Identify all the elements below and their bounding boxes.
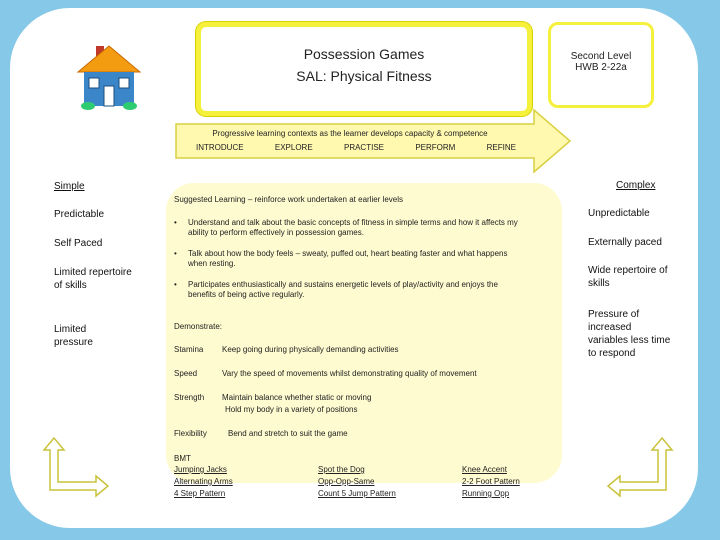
wide-repertoire-label: Wide repertoire of skills	[588, 265, 668, 289]
component-name: Stamina	[174, 345, 204, 354]
component-desc: Vary the speed of movements whilst demonstrating quality of movement	[222, 369, 477, 378]
limited-pressure-label: Limited pressure	[54, 324, 93, 348]
stage-practise: PRACTISE	[343, 143, 384, 152]
bullet-item: • Participates enthusiastically and sustains energetic levels of play/activity and enjoys the benefits of being active regularly.	[174, 280, 498, 299]
link-jumping-jacks[interactable]: Jumping Jacks	[174, 465, 227, 474]
link-knee-accent[interactable]: Knee Accent	[462, 465, 507, 474]
level-label: Second Level	[570, 51, 632, 62]
house-icon[interactable]	[74, 42, 144, 112]
bend-arrow-right-icon	[604, 432, 676, 504]
demonstrate-label: Demonstrate:	[174, 322, 223, 331]
component-name: Speed	[174, 369, 198, 378]
stage-perform: PERFORM	[415, 143, 456, 152]
stage-refine: REFINE	[486, 143, 516, 152]
progression-arrow	[174, 108, 574, 174]
page-title: Possession Games	[303, 46, 425, 62]
component-desc: Bend and stretch to suit the game	[228, 429, 348, 438]
progression-text: Progressive learning contexts as the learner develops capacity & competence	[212, 129, 488, 138]
bullet-item: • Talk about how the body feels – sweaty, puffed out, heart beating faster and what happens when resting.	[174, 249, 508, 268]
level-code: HWB 2-22a	[575, 62, 627, 73]
unpredictable-label: Unpredictable	[588, 208, 650, 219]
link-running-opp[interactable]: Running Opp	[462, 489, 510, 498]
stage-explore: EXPLORE	[274, 143, 313, 152]
stage-introduce: INTRODUCE	[196, 143, 244, 152]
link-4-step-pattern[interactable]: 4 Step Pattern	[174, 489, 226, 498]
link-2-2-foot-pattern[interactable]: 2-2 Foot Pattern	[462, 477, 520, 486]
link-opp-opp-same[interactable]: Opp-Opp-Same	[318, 477, 375, 486]
limited-repertoire-label: Limited repertoire of skills	[54, 267, 132, 291]
predictable-label: Predictable	[54, 209, 105, 220]
component-name: Strength	[174, 393, 205, 402]
component-name: Flexibility	[174, 429, 207, 438]
bend-arrow-left-icon	[40, 432, 112, 504]
bmt-label: BMT	[174, 454, 191, 463]
link-alternating-arms[interactable]: Alternating Arms	[174, 477, 233, 486]
externally-paced-label: Externally paced	[588, 237, 662, 248]
suggested-learning-heading: Suggested Learning – reinforce work undertaken at earlier levels	[174, 195, 404, 204]
link-count-5-jump-pattern[interactable]: Count 5 Jump Pattern	[318, 489, 396, 498]
level-box	[548, 22, 654, 108]
stage-list	[196, 143, 516, 152]
page-subtitle: SAL: Physical Fitness	[296, 68, 432, 84]
link-spot-the-dog[interactable]: Spot the Dog	[318, 465, 365, 474]
pressure-label: Pressure of increased variables less time to respond	[588, 309, 671, 359]
self-paced-label: Self Paced	[54, 238, 103, 249]
simple-label: Simple	[54, 181, 85, 192]
bullet-item: • Understand and talk about the basic concepts of fitness in simple terms and how it affects my ability to perform effectively in possession games.	[174, 218, 518, 237]
component-desc: Keep going during physically demanding activities	[222, 345, 399, 354]
title-box	[196, 22, 532, 116]
component-desc: Maintain balance whether static or moving	[222, 393, 372, 402]
component-desc-2: Hold my body in a variety of positions	[225, 405, 358, 414]
complex-label: Complex	[616, 180, 656, 191]
